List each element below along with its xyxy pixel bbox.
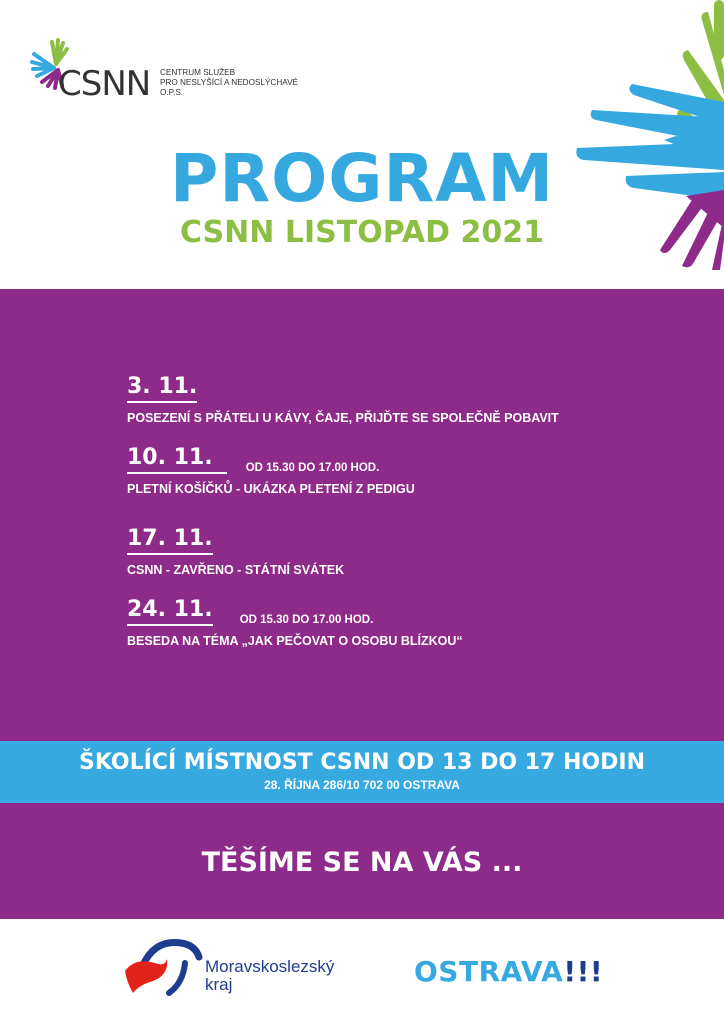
event-item [127, 526, 344, 577]
ostrava-logo [414, 955, 603, 988]
event-description: BESEDA NA TÉMA „JAK PEČOVAT O OSOBU BLÍZKOU“ [127, 634, 463, 648]
event-date: 24. 11. [127, 597, 213, 626]
location-address: 28. ŘÍJNA 286/10 702 00 OSTRAVA [264, 778, 460, 792]
event-date: 3. 11. [127, 374, 197, 403]
location-bar [0, 741, 724, 803]
csnn-logo [30, 30, 299, 105]
msk-text-line: Moravskoslezský [205, 957, 335, 976]
page-subtitle: CSNN LISTOPAD 2021 [180, 215, 544, 250]
event-date: 10. 11. [127, 445, 227, 474]
ostrava-exclamation: !!! [563, 955, 604, 988]
event-time: OD 15.30 DO 17.00 HOD. [239, 614, 374, 626]
logo-description-line: O.P.S. [160, 88, 184, 97]
event-date: 17. 11. [127, 526, 213, 555]
msk-text [205, 958, 334, 994]
event-description: CSNN - ZAVŘENO - STÁTNÍ SVÁTEK [127, 563, 345, 577]
logo-wordmark: CSNN [58, 64, 151, 104]
event-time: OD 15.30 DO 17.00 HOD. [245, 462, 380, 474]
event-item [127, 445, 415, 496]
event-description: POSEZENÍ S PŘÁTELI U KÁVY, ČAJE, PŘIJĎTE SE SPOLEČNĚ POBAVIT [127, 411, 559, 425]
logo-description-line: CENTRUM SLUŽEB [160, 68, 236, 77]
page-title: PROGRAM [169, 140, 555, 217]
event-item [127, 597, 463, 648]
moravskoslezsky-kraj-logo [125, 935, 365, 997]
location-main: ŠKOLÍCÍ MÍSTNOST CSNN OD 13 DO 17 HODIN [78, 750, 645, 775]
event-description: PLETNÍ KOŠÍČKŮ - UKÁZKA PLETENÍ Z PEDIGU [127, 482, 415, 496]
ostrava-word: OSTRAVA [414, 955, 564, 988]
logo-description [160, 68, 298, 98]
greeting-text: TĚŠÍME SE NA VÁS ... [201, 847, 523, 878]
logo-description-line: PRO NESLYŠÍCÍ A NEDOSLÝCHAVÉ [160, 78, 299, 87]
msk-text-line: kraj [205, 975, 233, 994]
event-item [127, 374, 559, 425]
msk-emblem-icon [125, 935, 203, 997]
